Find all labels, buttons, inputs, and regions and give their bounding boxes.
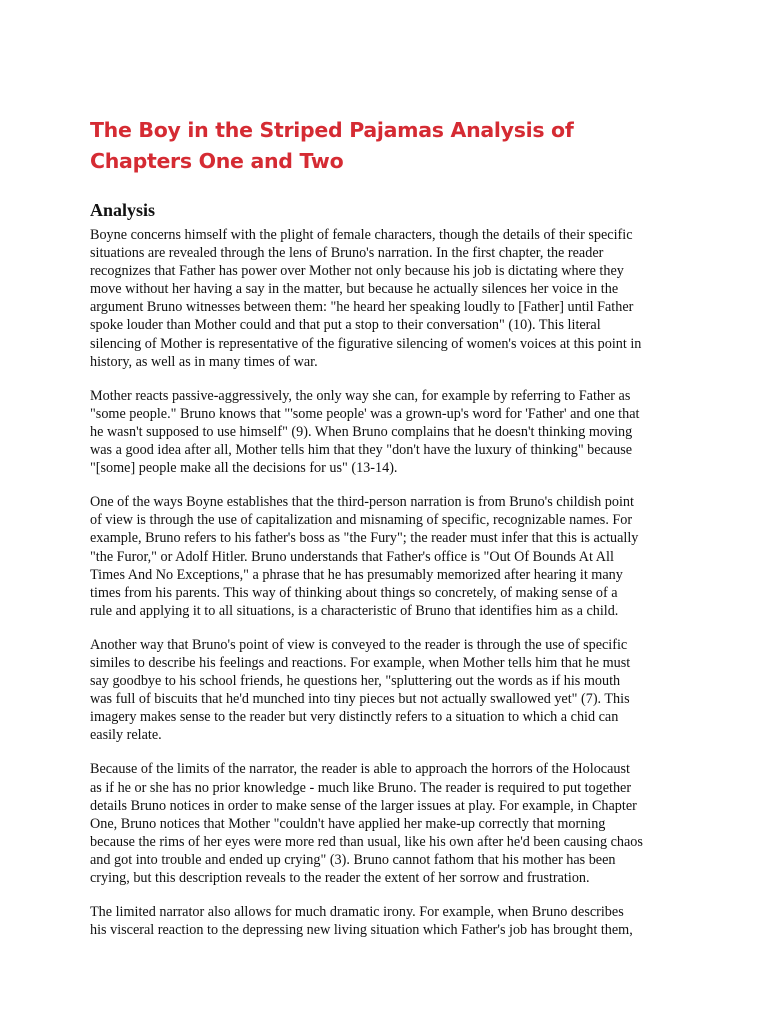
text-line: "[some] people make all the decisions for us" (13-14). (90, 460, 398, 477)
text-line: Times And No Exceptions," a phrase that he has presumably memorized after hearing it many (90, 566, 623, 583)
text-line: "some people." Bruno knows that "'some people' was a grown-up's word for 'Father' and one that (90, 405, 640, 422)
paragraph (90, 636, 682, 745)
text-line: Boyne concerns himself with the plight of female characters, though the details of their specific (90, 227, 633, 243)
text-line: details Bruno notices in order to make sense of the larger issues at play. For example, in Chapter (90, 797, 637, 814)
text-line: easily relate. (90, 727, 162, 744)
paragraph (90, 226, 682, 371)
text-line: history, as well as in many times of war. (90, 353, 318, 370)
text-line: he wasn't supposed to use himself" (9). When Bruno complains that he doesn't thinking moving (90, 423, 633, 440)
paragraph (90, 903, 682, 939)
paragraph (90, 387, 682, 477)
text-line: say goodbye to his school friends, he questions her, "spluttering out the words as if his mouth (90, 673, 621, 690)
text-line: argument Bruno witnesses between them: "he heard her speaking loudly to [Father] until Father (90, 299, 634, 316)
document-title: The Boy in the Striped Pajamas Analysis of Chapters One and Two (90, 118, 574, 173)
section-heading-analysis: Analysis (90, 200, 156, 220)
text-line: crying, but this description reveals to the reader the extent of her sorrow and frustration. (90, 870, 590, 886)
text-line: example, Bruno refers to his father's boss as "the Fury"; the reader must infer that this is actually (90, 530, 639, 547)
text-line: spoke louder than Mother could and that put a stop to their conversation" (10). This literal (90, 317, 601, 334)
text-line: Mother reacts passive-aggressively, the only way she can, for example by referring to Father as (90, 387, 631, 404)
paragraph (90, 493, 682, 620)
text-line: silencing of Mother is representative of the figurative silencing of women's voices at this point in (90, 335, 642, 352)
text-line: imagery makes sense to the reader but very distinctly refers to a situation to which a chid can (90, 709, 619, 726)
body-text (90, 226, 682, 939)
text-line: Another way that Bruno's point of view is conveyed to the reader is through the use of specific (90, 636, 628, 653)
text-line: similes to describe his feelings and reactions. For example, when Mother tells him that he must (90, 654, 631, 671)
text-line: move without her having a say in the matter, but because he actually silences her voice in the (90, 281, 619, 298)
text-line: One of the ways Boyne establishes that the third-person narration is from Bruno's childish point (90, 494, 634, 511)
text-line: "the Furor," or Adolf Hitler. Bruno understands that Father's office is "Out Of Bounds At All (90, 548, 614, 565)
text-line: times from his parents. This way of thinking about things so concretely, of making sense of a (90, 584, 618, 601)
text-line: The limited narrator also allows for much dramatic irony. For example, when Bruno describes (90, 904, 624, 921)
paragraph (90, 760, 682, 887)
document-page (90, 115, 682, 939)
text-line: because the rims of her eyes were more red than usual, like his own after he'd been causing chaos (90, 833, 643, 850)
text-line: of view is through the use of capitalization and misnaming of specific, recognizable names. For (90, 512, 633, 529)
text-line: and got into trouble and ended up crying" (3). Bruno cannot fathom that his mother has been (90, 851, 616, 868)
text-line: recognizes that Father has power over Mother not only because his job is dictating where they (90, 263, 624, 280)
text-line: situations are revealed through the lens of Bruno's narration. In the first chapter, the reader (90, 245, 604, 262)
text-line: his visceral reaction to the depressing new living situation which Father's job has brought them, (90, 922, 633, 939)
text-line: One, Bruno notices that Mother "couldn't have applied her make-up correctly that morning (90, 815, 606, 832)
text-line: Because of the limits of the narrator, the reader is able to approach the horrors of the Holocaust (90, 761, 630, 778)
text-line: was a good idea after all, Mother tells him that they "don't have the luxury of thinking" because (90, 442, 633, 459)
text-line: rule and applying it to all situations, is a characteristic of Bruno that identifies him as a child. (90, 602, 619, 619)
text-line: as if he or she has no prior knowledge - much like Bruno. The reader is required to put together (90, 779, 632, 796)
text-line: was full of biscuits that he'd munched into tiny pieces but not actually swallowed yet" (7). This (90, 691, 630, 708)
